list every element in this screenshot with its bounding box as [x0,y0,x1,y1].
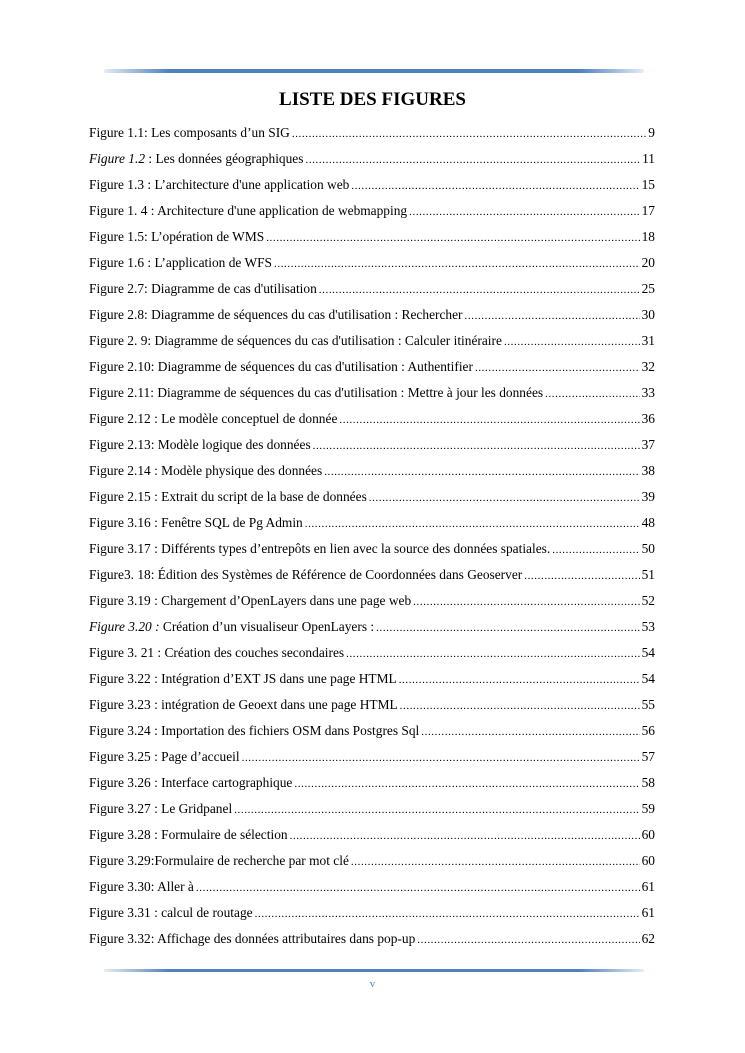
figure-entry-label [89,380,543,406]
figure-entry[interactable] [89,198,655,224]
figure-entry-label [89,692,398,718]
figure-entry-text: Figure3. 18: Édition des Systèmes de Référence de Coordonnées dans Geoserver [89,567,523,582]
figure-entry-text: Figure 3.17 : Différents types d’entrepôts en lien avec la source des données spatiales. [89,541,551,556]
figure-entry[interactable] [89,796,655,822]
figure-entry-label [89,250,272,276]
figure-entry[interactable] [89,328,655,354]
figure-entry-text: Figure 3.28 : Formulaire de sélection [89,827,288,842]
dot-leader [346,641,640,667]
figure-entry-page: 61 [641,879,655,894]
figure-entry[interactable] [89,848,655,874]
figure-entry-label [89,224,264,250]
figure-entry-text: Figure 3.22 : Intégration d’EXT JS dans une page HTML [89,671,397,686]
figure-entry-text: Figure 1. 4 : Architecture d'une application de webmapping [89,203,408,218]
figure-entry[interactable] [89,172,655,198]
figure-entry-page: 60 [641,853,655,868]
dot-leader [552,537,639,563]
figure-entry-label [89,640,344,666]
figure-entry[interactable] [89,614,655,640]
figure-entry-page: 36 [641,411,655,426]
dot-leader [305,147,640,173]
footer-rule [104,969,644,972]
dot-leader [255,901,640,927]
figure-entry-text: : Les données géographiques [145,151,304,166]
figure-entry-label [89,614,374,640]
figure-entry-page: 51 [641,567,655,582]
figure-entry-label [89,588,411,614]
header-rule [104,69,644,73]
figure-entry[interactable] [89,276,655,302]
dot-leader [290,823,640,849]
dot-leader [294,771,639,797]
figure-entry-page: 38 [641,463,655,478]
dot-leader [351,173,639,199]
figure-entry[interactable] [89,666,655,692]
figure-entry-text: Figure 1.5: L’opération de WMS [89,229,265,244]
figure-entry[interactable] [89,484,655,510]
figure-entry-page: 57 [641,749,655,764]
page-title: LISTE DES FIGURES [279,89,466,110]
figure-entry-label [89,926,415,952]
figure-entry-text: Figure 2.10: Diagramme de séquences du cas d'utilisation : Authentifier [89,359,473,374]
dot-leader [413,589,639,615]
dot-leader [475,355,640,381]
figure-entry-label [89,328,502,354]
figure-entry-page: 39 [641,489,655,504]
figure-entry-page: 55 [641,697,655,712]
figure-entry-page: 59 [641,801,655,816]
dot-leader [376,615,639,641]
figure-entry-label [89,718,419,744]
figure-entry-label [89,796,232,822]
figure-entry-label [89,354,473,380]
figure-entry[interactable] [89,302,655,328]
figure-entry-page: 37 [641,437,655,452]
figure-entry-page: 54 [641,671,655,686]
figure-entry[interactable] [89,640,655,666]
figure-entry-page: 48 [641,515,655,530]
figure-entry[interactable] [89,562,655,588]
figure-entry-text: Création d’un visualiseur OpenLayers : [159,619,375,634]
figure-entry-label [89,900,253,926]
figure-entry-text: Figure 3.19 : Chargement d’OpenLayers dans une page web [89,593,412,608]
figure-entry-page: 50 [641,541,655,556]
dot-leader [351,849,640,875]
figure-entry-label [89,146,303,172]
dot-leader [369,485,640,511]
figure-entry-text: Figure 3.23 : intégration de Geoext dans une page HTML [89,697,398,712]
figure-entry-label [89,120,290,146]
figure-entry-page: 9 [648,125,655,140]
figure-entry-label [89,484,367,510]
figure-entry-page: 52 [641,593,655,608]
dot-leader [324,459,639,485]
figure-entry-page: 32 [641,359,655,374]
figure-entry-label [89,198,407,224]
figure-entry-text: Figure 3.25 : Page d’accueil [89,749,240,764]
figure-entry[interactable] [89,458,655,484]
figure-entry-page: 58 [641,775,655,790]
figure-entry-label [89,406,337,432]
dot-leader [421,719,639,745]
figure-entry-label [89,458,322,484]
dot-leader [400,693,640,719]
figure-entry[interactable] [89,874,655,900]
figure-entry[interactable] [89,406,655,432]
figure-entry-label [89,536,550,562]
figure-entry[interactable] [89,536,655,562]
figure-entry-text: Figure 3.32: Affichage des données attributaires dans pop-up [89,931,416,946]
dot-leader [274,251,640,277]
figure-entry-page: 62 [641,931,655,946]
figure-entry-label [89,744,240,770]
page-number: v [369,978,376,990]
figure-entry-page: 20 [641,255,655,270]
figure-entry-page: 15 [641,177,655,192]
dot-leader [504,329,640,355]
figure-entry[interactable] [89,770,655,796]
figure-entry-text: Figure 2.7: Diagramme de cas d'utilisation [89,281,317,296]
figure-entry-text: Figure 2.8: Diagramme de séquences du cas d'utilisation : Rechercher [89,307,463,322]
figure-entry[interactable] [89,432,655,458]
figure-entry[interactable] [89,146,655,172]
figure-entry-page: 25 [641,281,655,296]
figure-entry-label [89,432,311,458]
figure-entry-text: Figure 3.27 : Le Gridpanel [89,801,233,816]
dot-leader [465,303,640,329]
dot-leader [545,381,640,407]
dot-leader [292,121,646,147]
figure-entry-page: 33 [641,385,655,400]
figure-entry-text: Figure 1.1: Les composants d’un SIG [89,125,290,140]
figure-entry-label [89,770,292,796]
dot-leader [196,875,640,901]
figure-entry-label [89,666,397,692]
figure-entry-page: 61 [641,905,655,920]
figure-entry-page: 54 [641,645,655,660]
figure-entry-label [89,874,194,900]
figure-list [89,120,655,952]
figure-entry-italic-prefix: Figure 3.20 : [89,619,160,634]
figure-entry-page: 56 [641,723,655,738]
figure-entry-label [89,822,288,848]
figure-entry-text: Figure 3.30: Aller à [89,879,194,894]
dot-leader [305,511,640,537]
dot-leader [242,745,640,771]
figure-entry-text: Figure 2. 9: Diagramme de séquences du cas d'utilisation : Calculer itinéraire [89,333,502,348]
figure-entry[interactable] [89,900,655,926]
figure-entry-italic-prefix: Figure 1.2 [89,151,146,166]
figure-entry-label [89,848,349,874]
figure-entry-page: 17 [641,203,655,218]
figure-entry-text: Figure 3.24 : Importation des fichiers OSM dans Postgres Sql [89,723,420,738]
figure-entry-text: Figure 2.12 : Le modèle conceptuel de donnée [89,411,338,426]
figure-entry-text: Figure 3.29:Formulaire de recherche par mot clé [89,853,349,868]
figure-entry[interactable] [89,718,655,744]
figure-entry-text: Figure 3. 21 : Création des couches secondaires [89,645,345,660]
figure-entry-page: 11 [642,151,655,166]
dot-leader [417,927,639,953]
figure-entry-label [89,510,303,536]
figure-entry-page: 53 [641,619,655,634]
figure-entry-text: Figure 3.26 : Interface cartographique [89,775,293,790]
dot-leader [319,277,640,303]
figure-entry[interactable] [89,692,655,718]
figure-entry-text: Figure 1.3 : L’architecture d'une application web [89,177,350,192]
figure-entry[interactable] [89,120,655,146]
figure-entry-text: Figure 2.11: Diagramme de séquences du cas d'utilisation : Mettre à jour les données [89,385,544,400]
dot-leader [313,433,640,459]
dot-leader [409,199,639,225]
dot-leader [524,563,639,589]
figure-entry-page: 30 [641,307,655,322]
figure-entry[interactable] [89,822,655,848]
dot-leader [339,407,639,433]
figure-entry-label [89,172,349,198]
figure-entry[interactable] [89,510,655,536]
figure-entry-page: 31 [641,333,655,348]
figure-entry-text: Figure 2.14 : Modèle physique des données [89,463,323,478]
figure-entry-text: Figure 2.15 : Extrait du script de la base de données [89,489,367,504]
dot-leader [234,797,639,823]
dot-leader [266,225,639,251]
figure-entry[interactable] [89,744,655,770]
figure-entry-text: Figure 1.6 : L’application de WFS [89,255,272,270]
figure-entry[interactable] [89,380,655,406]
dot-leader [399,667,640,693]
figure-entry[interactable] [89,588,655,614]
figure-entry[interactable] [89,250,655,276]
figure-entry[interactable] [89,224,655,250]
figure-entry-label [89,276,317,302]
figure-entry-page: 60 [641,827,655,842]
figure-entry[interactable] [89,926,655,952]
figure-entry-page: 18 [641,229,655,244]
figure-entry-text: Figure 2.13: Modèle logique des données [89,437,311,452]
figure-entry-text: Figure 3.31 : calcul de routage [89,905,253,920]
figure-entry-text: Figure 3.16 : Fenêtre SQL de Pg Admin [89,515,303,530]
figure-entry-label [89,562,522,588]
figure-entry-label [89,302,463,328]
figure-entry[interactable] [89,354,655,380]
